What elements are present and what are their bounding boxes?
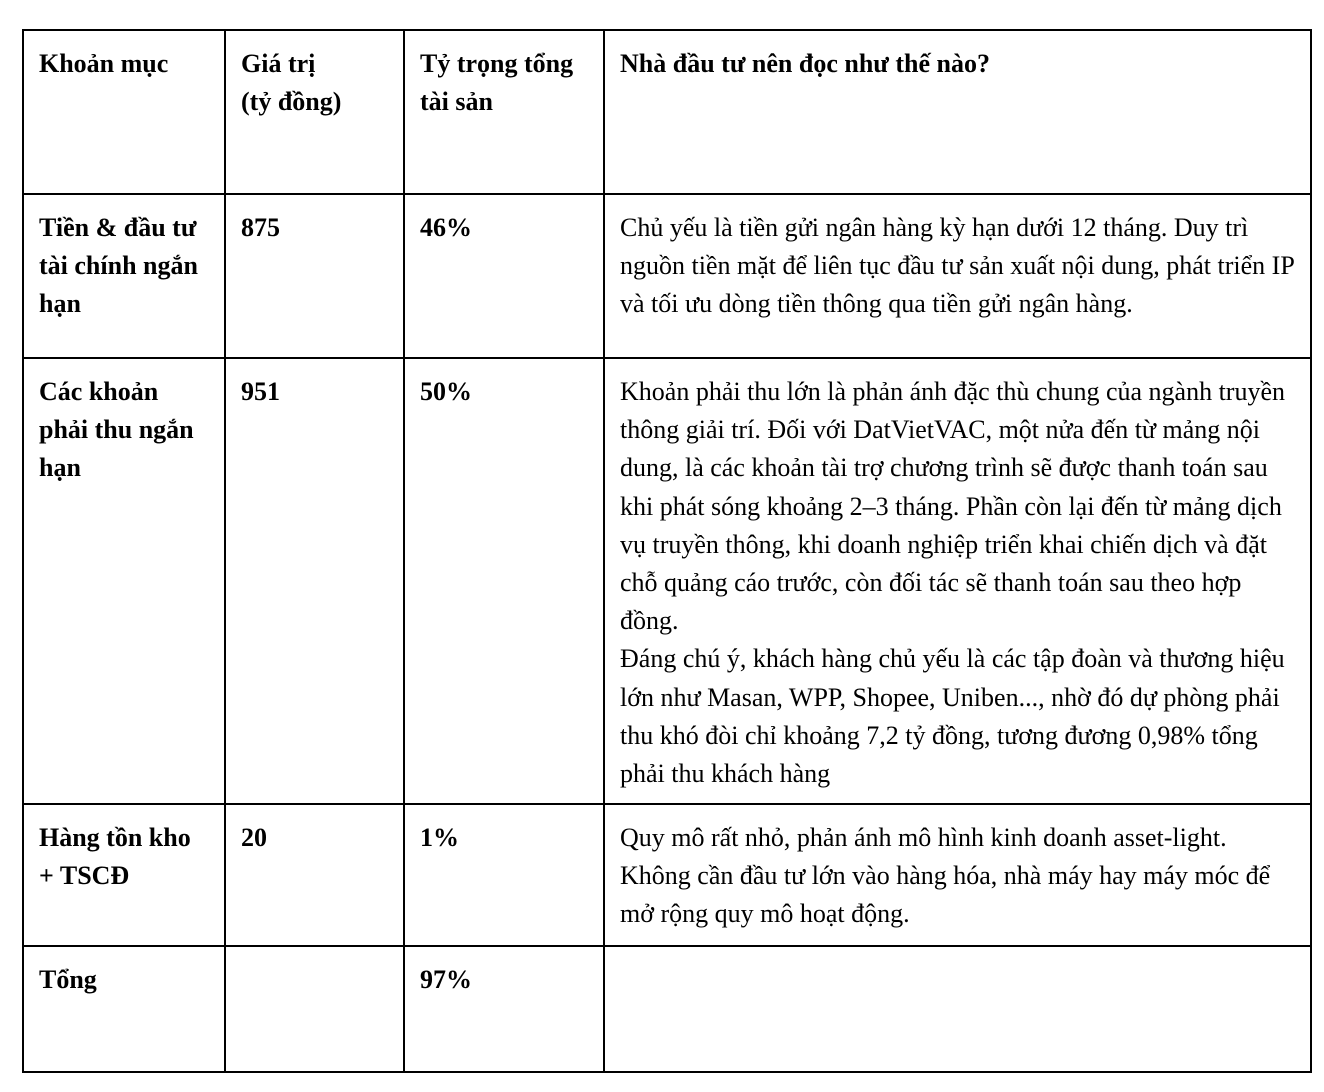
row-weight-inventory: 1% [404,804,604,946]
row-reading-receivables [604,358,1311,804]
row-weight-total: 97% [404,946,604,1072]
table-row [23,804,1311,946]
header-reading-label: Nhà đầu tư nên đọc như thế nào? [620,49,991,78]
table-row [23,946,1311,1072]
header-weight-line1: Tỷ trọng tổng [420,49,574,78]
row-item-cash: Tiền & đầu tư tài chính ngắn hạn [23,194,225,358]
table-row [23,194,1311,358]
reading-paragraph: Chủ yếu là tiền gửi ngân hàng kỳ hạn dưới 12 tháng. Duy trì nguồn tiền mặt để liên tục đầu tư sản xuất nội dung, phát triển IP và tối ưu dòng tiền thông qua tiền gửi ngân hàng. [620,213,1294,319]
reading-paragraph: Quy mô rất nhỏ, phản ánh mô hình kinh doanh asset-light. Không cần đầu tư lớn vào hàng hóa, nhà máy hay máy móc để mở rộng quy mô hoạt động. [620,823,1271,929]
row-item-total: Tổng [23,946,225,1072]
header-weight-line2: tài sản [420,87,493,117]
asset-structure-table [22,29,1312,1073]
row-reading-cash [604,194,1311,358]
row-value-receivables: 951 [225,358,404,804]
row-reading-inventory [604,804,1311,946]
header-value-line1: Giá trị [241,49,316,78]
row-reading-total [604,946,1311,1072]
table-row [23,358,1311,804]
reading-paragraph: Khoản phải thu lớn là phản ánh đặc thù chung của ngành truyền thông giải trí. Đối với DatVietVAC, một nửa đến từ mảng nội dung, là các khoản tài trợ chương trình sẽ được thanh toán sau khi phát sóng khoảng 2–3 tháng. Phần còn lại đến từ mảng dịch vụ truyền thông, khi doanh nghiệp triển khai chiến dịch và đặt chỗ quảng cáo trước, còn đối tác sẽ thanh toán sau theo hợp đồng. [620,377,1286,636]
header-value-line2: (tỷ đồng) [241,87,342,117]
header-value [225,30,404,194]
header-reading [604,30,1311,194]
row-value-total [225,946,404,1072]
header-item-label: Khoản mục [39,49,169,78]
row-weight-cash: 46% [404,194,604,358]
row-item-inventory: Hàng tồn kho + TSCĐ [23,804,225,946]
row-value-cash: 875 [225,194,404,358]
header-item [23,30,225,194]
reading-paragraph: Đáng chú ý, khách hàng chủ yếu là các tập đoàn và thương hiệu lớn như Masan, WPP, Shopee, Uniben..., nhờ đó dự phòng phải thu khó đòi chỉ khoảng 7,2 tỷ đồng, tương đương 0,98% tổng phải thu khách hàng [620,644,1285,789]
row-value-inventory: 20 [225,804,404,946]
row-weight-receivables: 50% [404,358,604,804]
table-header-row [23,30,1311,194]
row-item-receivables: Các khoản phải thu ngắn hạn [23,358,225,804]
header-weight [404,30,604,194]
